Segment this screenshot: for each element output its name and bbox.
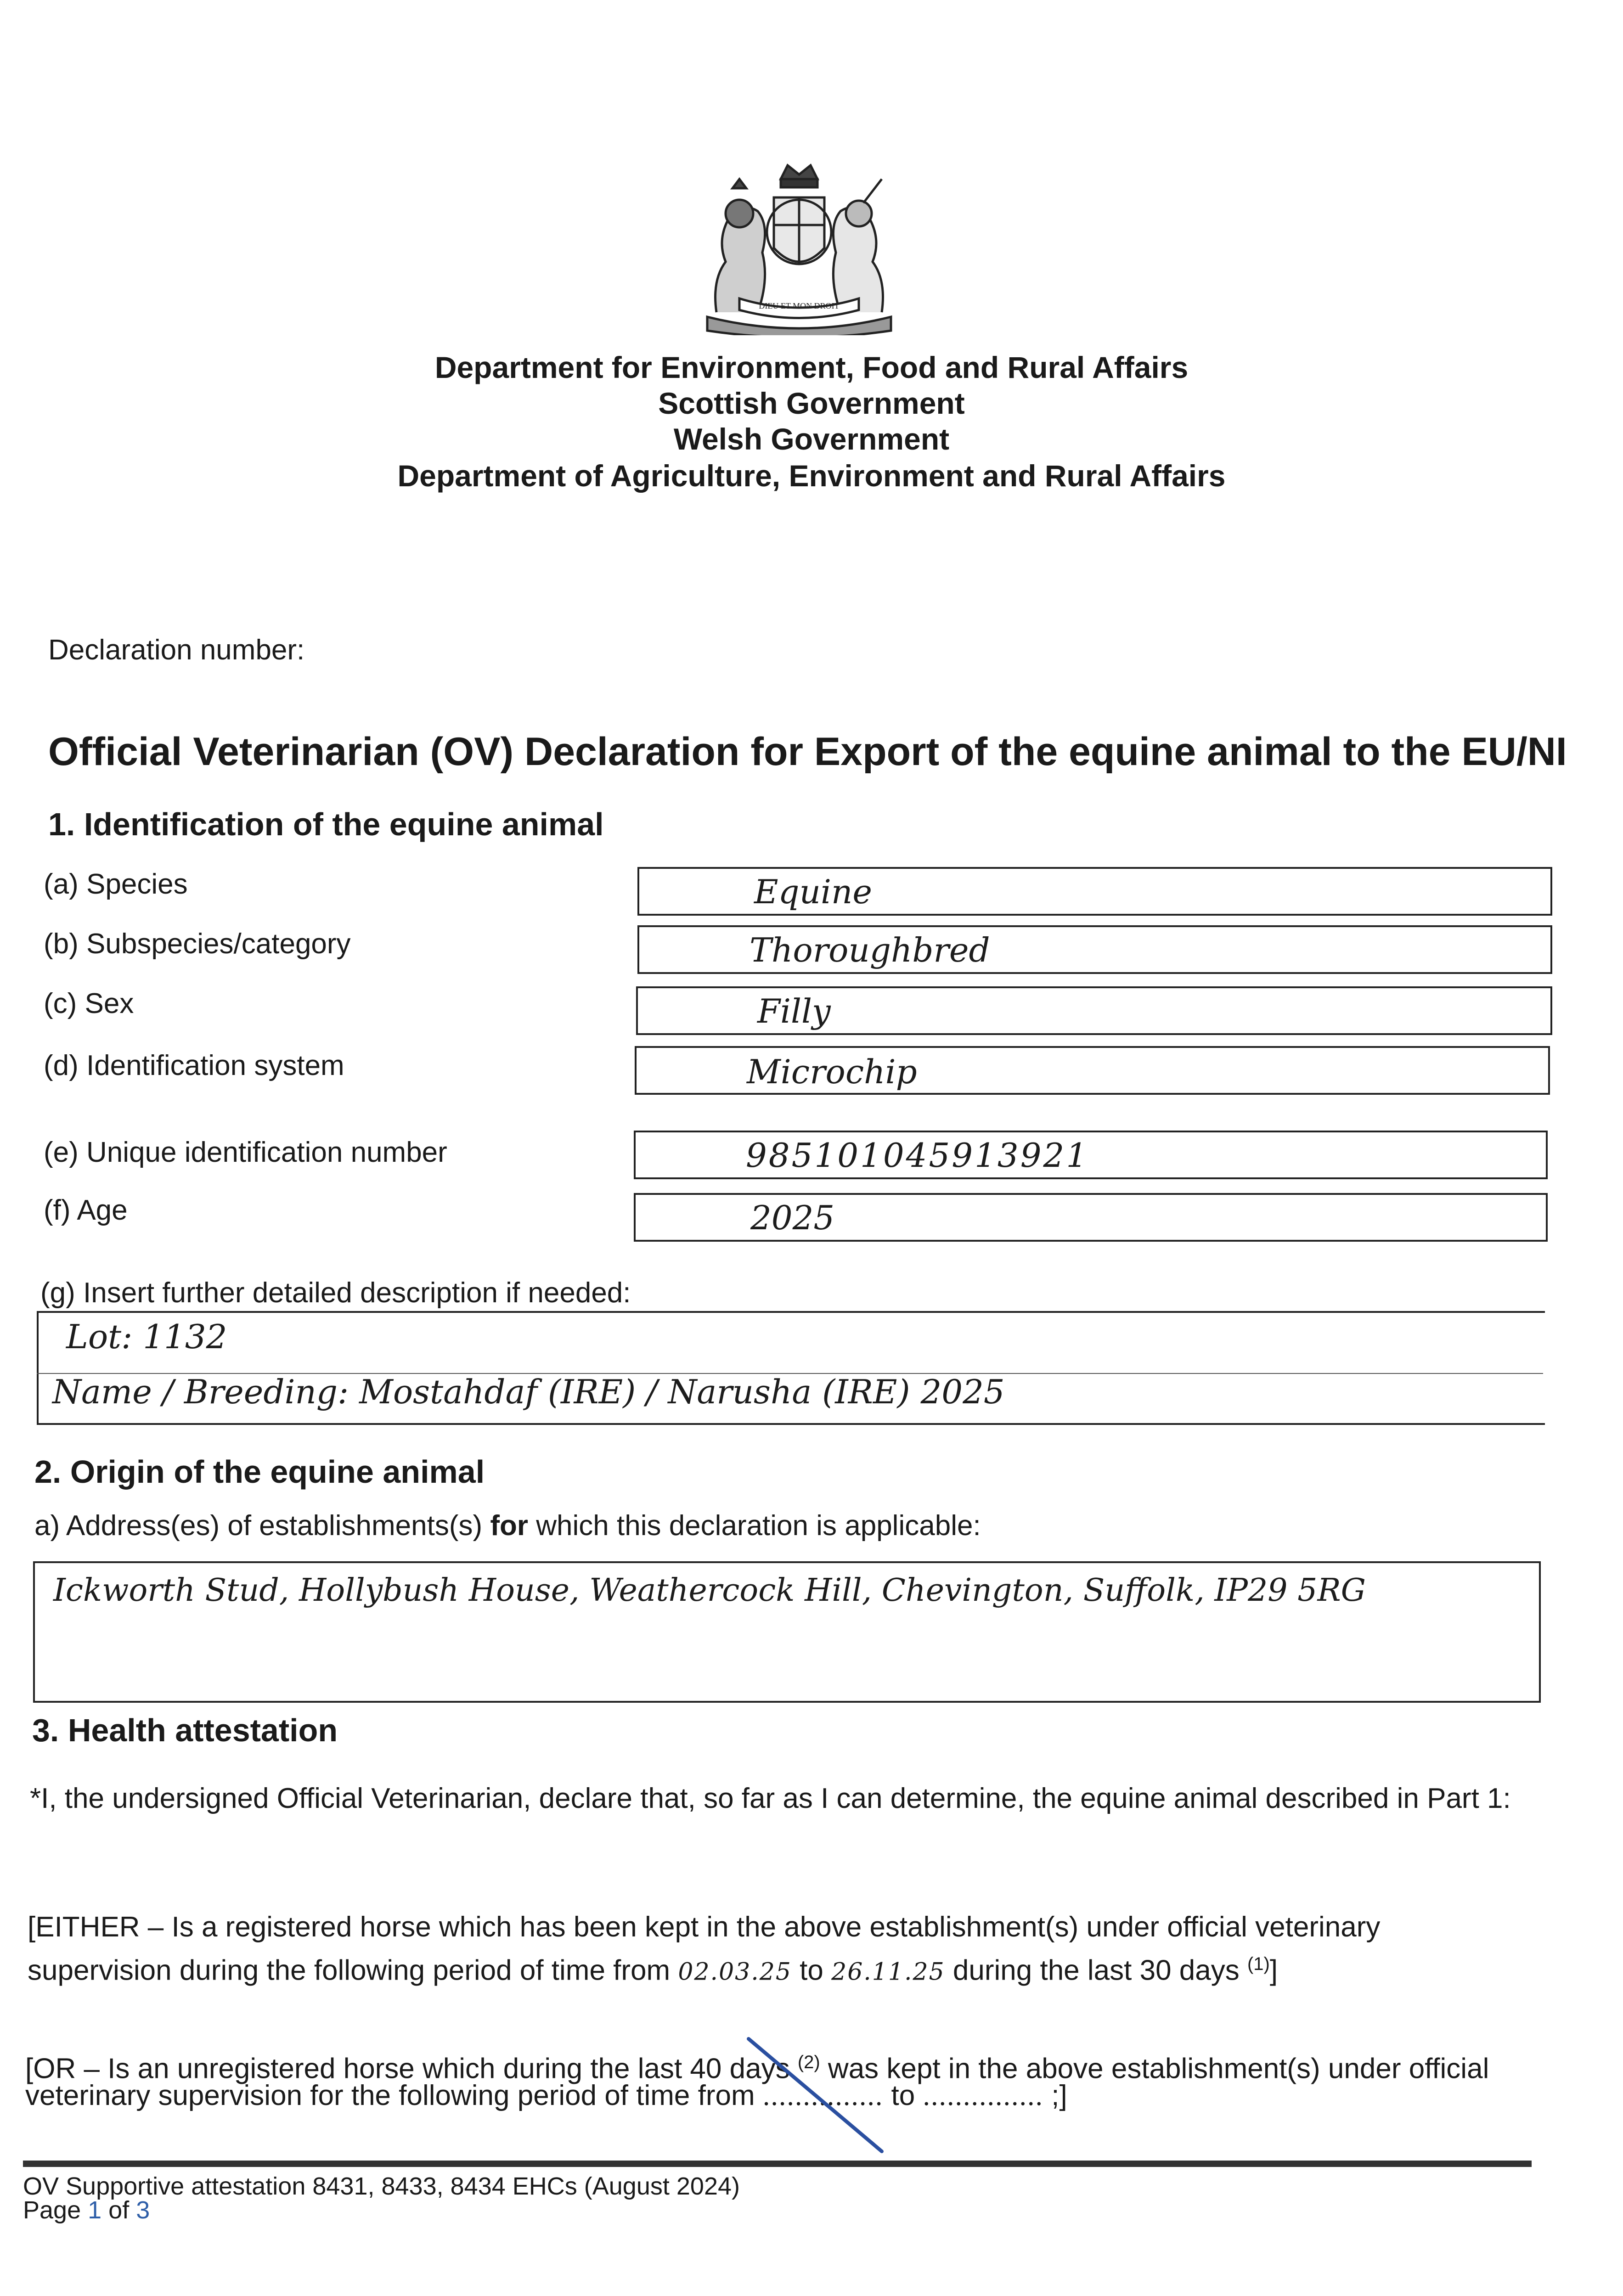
identification-system-field[interactable]: [635, 1046, 1550, 1095]
page-title: Official Veterinarian (OV) Declaration for Export of the equine animal to the EU/NI: [48, 730, 1567, 774]
subspecies-field[interactable]: [637, 925, 1552, 974]
address-field[interactable]: [33, 1561, 1541, 1703]
species-value: Equine: [754, 872, 873, 911]
age-field[interactable]: [634, 1193, 1548, 1242]
either-to-date[interactable]: 26.11.25: [831, 1958, 945, 1986]
unique-id-field[interactable]: [634, 1131, 1548, 1179]
or-footnote-ref: (2): [797, 2052, 820, 2072]
either-clause-line-1: [EITHER – Is a registered horse which has been kept in the above establishment(s) under official veterinary: [28, 1911, 1381, 1943]
unique-id-label: (e) Unique identification number: [44, 1137, 447, 1168]
address-label-end: which this declaration is applicable:: [528, 1510, 981, 1542]
section-2-heading: 2. Origin of the equine animal: [34, 1454, 485, 1490]
further-description-divider: [37, 1373, 1543, 1374]
royal-coat-of-arms-icon: [689, 161, 909, 335]
department-name-4: Department of Agriculture, Environment and Rural Affairs: [397, 459, 1226, 493]
further-description-line-2: Name / Breeding: Mostahdaf (IRE) / Narusha (IRE) 2025: [52, 1373, 1005, 1411]
age-label: (f) Age: [44, 1194, 128, 1226]
further-description-field[interactable]: [37, 1311, 1545, 1425]
either-to-word: to: [791, 1954, 832, 1986]
health-attestation-intro: *I, the undersigned Official Veterinarian, declare that, so far as I can determine, the equine animal described in Part 1:: [30, 1783, 1511, 1814]
species-field[interactable]: [637, 867, 1552, 916]
page-current: 1: [88, 2196, 102, 2224]
age-value: 2025: [750, 1199, 835, 1237]
unique-id-value: 985101045913921: [746, 1136, 1089, 1175]
declaration-number-label: Declaration number:: [48, 634, 305, 666]
page-total: 3: [136, 2196, 150, 2224]
footer-rule: [23, 2161, 1532, 2167]
sex-field[interactable]: [636, 986, 1552, 1035]
either-clause-line-2: [28, 1946, 1543, 1990]
address-label-bold: for: [490, 1510, 529, 1542]
address-label-start: a) Address(es) of establishments(s): [34, 1510, 490, 1542]
or-to-word: to: [883, 2080, 923, 2111]
further-description-label: (g) Insert further detailed description if needed:: [40, 1277, 631, 1309]
either-clause-close: ]: [1269, 1954, 1278, 1986]
identification-system-label: (d) Identification system: [44, 1050, 344, 1081]
or-from-date[interactable]: ...............: [762, 2080, 884, 2111]
or-clause-start: [OR – Is an unregistered horse which during the last 40 days: [25, 2053, 798, 2085]
page-word: Page: [23, 2196, 88, 2224]
subspecies-value: Thoroughbred: [750, 931, 990, 969]
or-to-date[interactable]: ...............: [923, 2080, 1043, 2111]
address-label: [34, 1509, 981, 1542]
sex-label: (c) Sex: [44, 988, 134, 1019]
department-name-3: Welsh Government: [673, 422, 950, 456]
either-footnote-ref: (1): [1247, 1954, 1270, 1974]
either-clause-start: supervision during the following period of time from: [28, 1954, 678, 1986]
sex-value: Filly: [757, 992, 831, 1030]
subspecies-label: (b) Subspecies/category: [44, 928, 351, 960]
footer-attestation: OV Supportive attestation 8431, 8433, 8434 EHCs (August 2024): [23, 2172, 740, 2200]
species-label: (a) Species: [44, 868, 188, 900]
strike-through-mark: [744, 2034, 891, 2158]
identification-system-value: Microchip: [747, 1052, 917, 1091]
department-name-1: Department for Environment, Food and Rural Affairs: [434, 350, 1189, 384]
or-clause-end: was kept in the above establishment(s) under official: [820, 2053, 1489, 2085]
page-of: of: [101, 2196, 136, 2224]
page-indicator: [23, 2196, 150, 2224]
section-1-heading: 1. Identification of the equine animal: [48, 806, 604, 842]
address-value: Ickworth Stud, Hollybush House, Weathercock Hill, Chevington, Suffolk, IP29 5RG: [53, 1572, 1366, 1609]
or-clause-line-2-start: veterinary supervision for the following period of time from: [25, 2080, 763, 2111]
department-name-2: Scottish Government: [658, 386, 965, 420]
or-clause-close: ;]: [1043, 2080, 1067, 2111]
crest-motto: DIEU ET MON DROIT: [759, 301, 840, 310]
either-clause-end: during the last 30 days: [945, 1954, 1247, 1986]
section-3-heading: 3. Health attestation: [32, 1712, 338, 1748]
further-description-line-1: Lot: 1132: [66, 1317, 227, 1356]
either-from-date[interactable]: 02.03.25: [678, 1958, 792, 1986]
